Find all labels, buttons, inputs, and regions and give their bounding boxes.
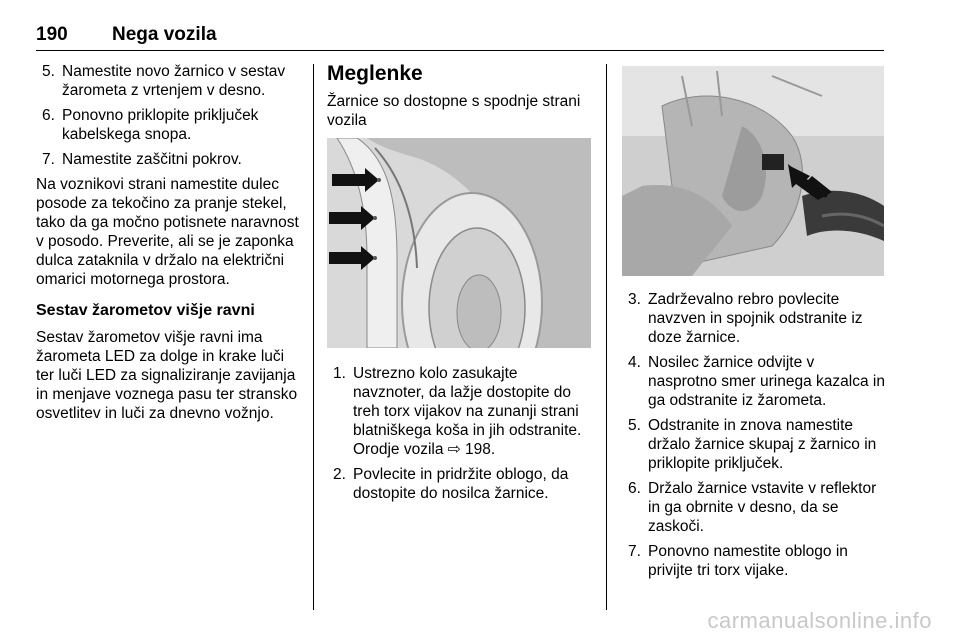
- column-right: [622, 66, 886, 586]
- step-text: Držalo žarnice vstavite v reflektor in ga obrnite v desno, da se zaskoči.: [648, 480, 877, 535]
- step-number: 6.: [628, 480, 641, 497]
- list-item: [622, 290, 886, 347]
- list-item: [327, 364, 593, 459]
- paragraph: Žarnice so dostopne s spodnje strani vozila: [327, 93, 581, 129]
- column-divider: [313, 64, 314, 610]
- list-item: [622, 542, 886, 580]
- step-number: 3.: [628, 291, 641, 308]
- list-item: [622, 353, 886, 410]
- section-subheading: Sestav žarometov višje ravni: [36, 302, 255, 319]
- page-header: [36, 20, 884, 51]
- list-item: [622, 416, 886, 473]
- step-text: Zadrževalno rebro povlecite navzven in spojnik odstranite iz doze žarnice.: [648, 291, 863, 346]
- fog-lamp-connector-illustration: [622, 66, 884, 276]
- step-text: Namestite zaščitni pokrov.: [62, 151, 242, 168]
- list-item: [36, 150, 302, 169]
- step-text: Povlecite in pridržite oblogo, da dostopite do nosilca žarnice.: [353, 466, 569, 502]
- step-list: [36, 62, 302, 169]
- step-number: 1.: [333, 365, 346, 382]
- wheel-arch-illustration: [327, 138, 591, 348]
- step-number: 5.: [628, 417, 641, 434]
- step-number: 7.: [628, 543, 641, 560]
- step-number: 4.: [628, 354, 641, 371]
- step-text: Ponovno priklopite priključek kabelskega snopa.: [62, 107, 259, 143]
- step-text: Ponovno namestite oblogo in privijte tri torx vijake.: [648, 543, 848, 579]
- step-number: 2.: [333, 466, 346, 483]
- step-number: 6.: [42, 107, 55, 124]
- column-middle: [327, 62, 593, 509]
- step-text: Namestite novo žarnico v sestav žarometa z vrtenjem v desno.: [62, 63, 286, 99]
- section-heading: Meglenke: [327, 62, 423, 85]
- step-list: [622, 290, 886, 580]
- column-left: [36, 62, 302, 433]
- page-number: 190: [36, 24, 68, 45]
- paragraph: Sestav žarometov višje ravni ima žarometa LED za dolge in krake luči ter luči LED za signaliziranje zavijanja in menjave voznega pasu ter stransko osvetlitev in luči za dnevno vožnjo.: [36, 329, 298, 422]
- step-text: Ustrezno kolo zasukajte navznoter, da lažje dostopite do treh torx vijakov na zunanji strani blatniškega koša in jih odstranite. Orodje vozila ⇨ 198.: [353, 365, 582, 458]
- list-item: [36, 106, 302, 144]
- step-number: 5.: [42, 63, 55, 80]
- column-divider: [606, 64, 607, 610]
- watermark: carmanualsonline.info: [707, 608, 932, 633]
- paragraph: Na voznikovi strani namestite dulec posode za tekočino za pranje stekel, tako da ga močno potisnete naravnost v posodo. Preverite, ali se je zaponka dulca zataknila v držalo na električni omarici motornega prostora.: [36, 176, 299, 288]
- step-text: Odstranite in znova namestite držalo žarnice skupaj z žarnico in priklopite priključek.: [648, 417, 877, 472]
- list-item: [327, 465, 593, 503]
- list-item: [36, 62, 302, 100]
- step-list: [327, 364, 593, 503]
- step-text: Nosilec žarnice odvijte v nasprotno smer urinega kazalca in ga odstranite iz žarometa.: [648, 354, 885, 409]
- step-number: 7.: [42, 151, 55, 168]
- page-title: Nega vozila: [112, 24, 217, 45]
- list-item: [622, 479, 886, 536]
